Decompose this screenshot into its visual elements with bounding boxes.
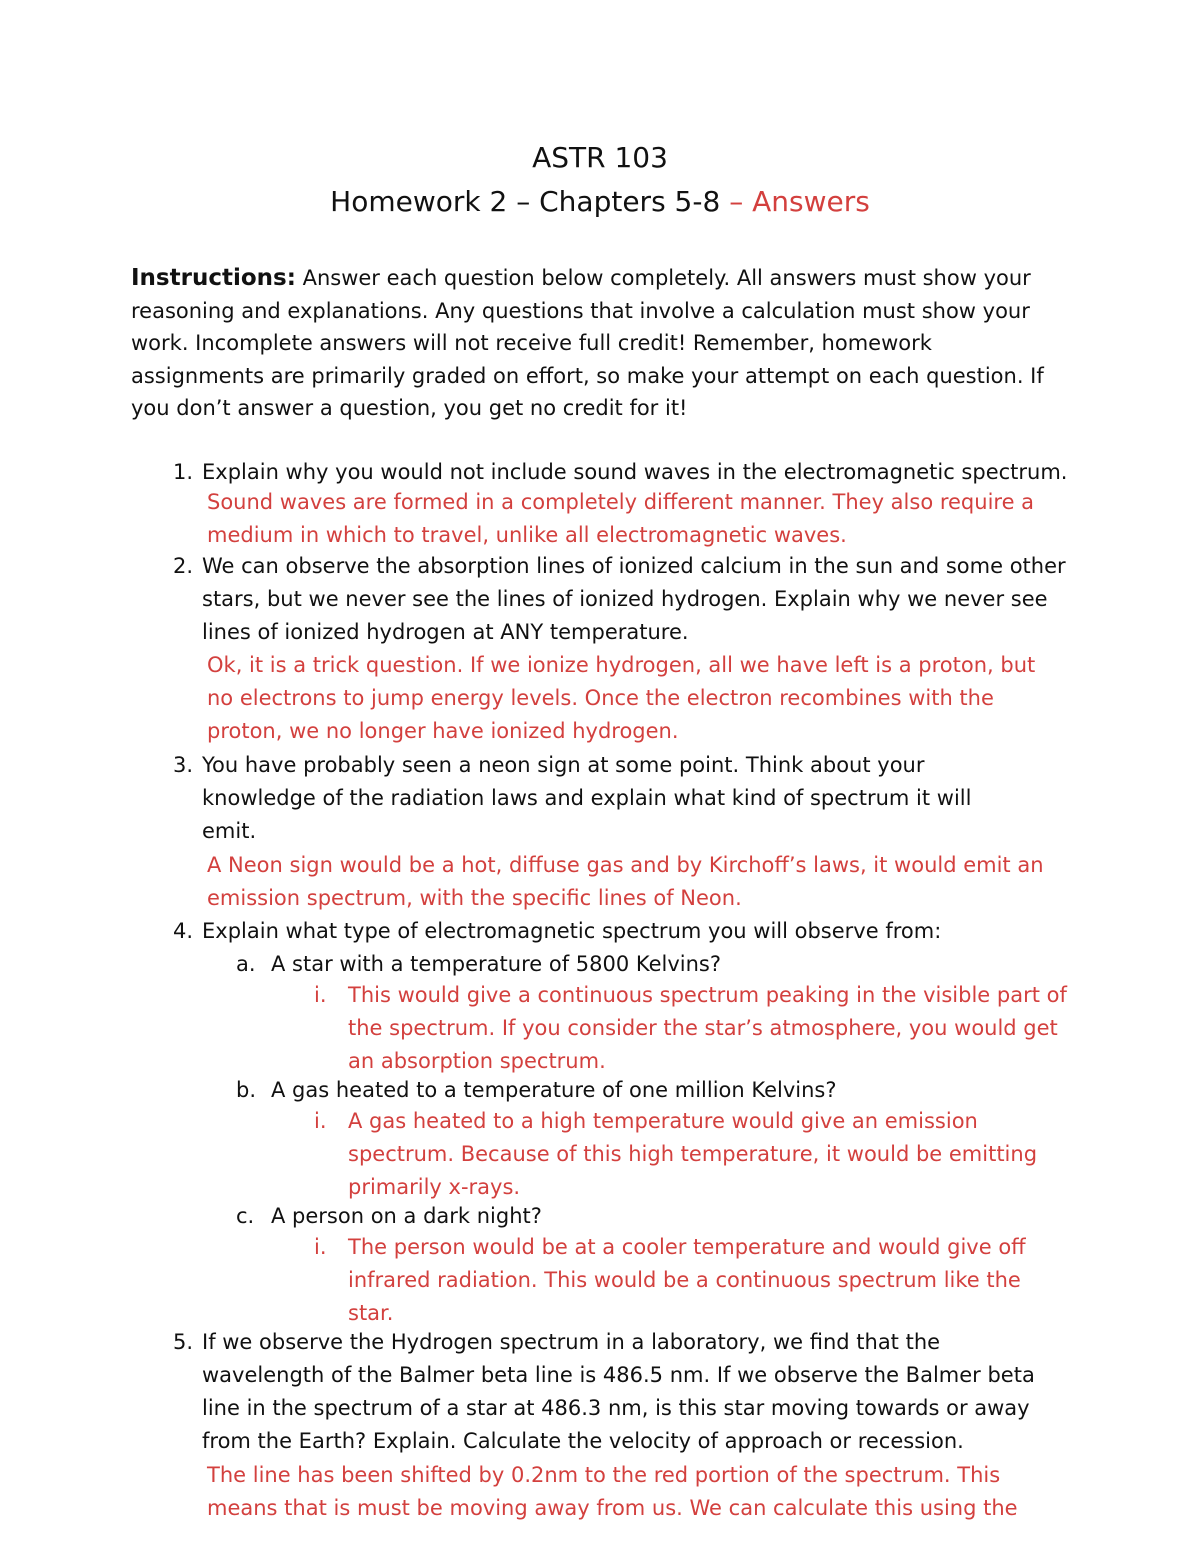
subquestion-text: A gas heated to a temperature of one million Kelvins? [271,1078,837,1102]
subquestion-text: A star with a temperature of 5800 Kelvins? [271,952,722,976]
answer-3: A Neon sign would be a hot, diffuse gas and by Kirchoff’s laws, it would emit an emission spectrum, with the specific lines of Neon. [207,853,1044,910]
subanswer-marker: i. [314,1235,327,1259]
subanswer-text: A gas heated to a high temperature would give an emission spectrum. Because of this high temperature, it would be emitting primarily x-rays. [348,1109,1038,1199]
instructions-paragraph [131,262,1071,425]
homework-title-main: Homework 2 – Chapters 5-8 [330,185,721,218]
question-text: If we observe the Hydrogen spectrum in a laboratory, we find that the wavelength of the Balmer beta line is 486.5 nm. If we observe the Balmer beta line in the spectrum of a star at 486.3 nm, is this star moving towards or away from the Earth? Explain. Calculate the velocity of approach or recession. [202,1330,1035,1453]
homework-title [0,184,1200,220]
answer-1: Sound waves are formed in a completely different manner. They also require a medium in which to travel, unlike all electromagnetic waves. [207,490,1035,547]
subquestion-text: A person on a dark night? [271,1204,542,1228]
answer-2: Ok, it is a trick question. If we ionize hydrogen, all we have left is a proton, but no electrons to jump energy levels. Once the electron recombines with the proton, we no longer have ionized hydrogen. [207,653,1036,743]
question-text: Explain what type of electromagnetic spectrum you will observe from: [202,919,942,943]
subanswer-marker: i. [314,983,327,1007]
question-text: You have probably seen a neon sign at some point. Think about your knowledge of the radiation laws and explain what kind of spectrum it will emit. [202,753,972,843]
question-number: 1. [172,460,193,484]
answer-5: The line has been shifted by 0.2nm to the red portion of the spectrum. This means that is must be moving away from us. We can calculate this using the [207,1463,1018,1520]
course-title: ASTR 103 [532,141,668,174]
subquestion-marker: a. [236,952,256,976]
instructions-label: Instructions: [131,265,296,291]
answers-label: Answers [752,185,870,218]
question-number: 4. [172,919,193,943]
question-number: 5. [172,1330,193,1354]
subanswer-text: This would give a continuous spectrum peaking in the visible part of the spectrum. If you consider the star’s atmosphere, you would get an absorption spectrum. [348,983,1067,1073]
subquestion-marker: c. [236,1204,255,1228]
subanswer-marker: i. [314,1109,327,1133]
question-text: Explain why you would not include sound waves in the electromagnetic spectrum. [202,460,1068,484]
subquestion-marker: b. [236,1078,257,1102]
question-number: 2. [172,554,193,578]
instructions-text: Answer each question below completely. All answers must show your reasoning and explanations. Any questions that involve a calculation must show your work. Incomplete answers will not receive full credit! Remember, homework assignments are primarily graded on effort, so make your attempt on each question. If you don’t answer a question, you get no credit for it! [131,266,1044,420]
question-number: 3. [172,753,193,777]
question-text: We can observe the absorption lines of ionized calcium in the sun and some other stars, but we never see the lines of ionized hydrogen. Explain why we never see lines of ionized hydrogen at ANY temperature. [202,554,1066,644]
title-separator: – [720,185,753,218]
subanswer-text: The person would be at a cooler temperature and would give off infrared radiation. This would be a continuous spectrum like the star. [348,1235,1026,1325]
